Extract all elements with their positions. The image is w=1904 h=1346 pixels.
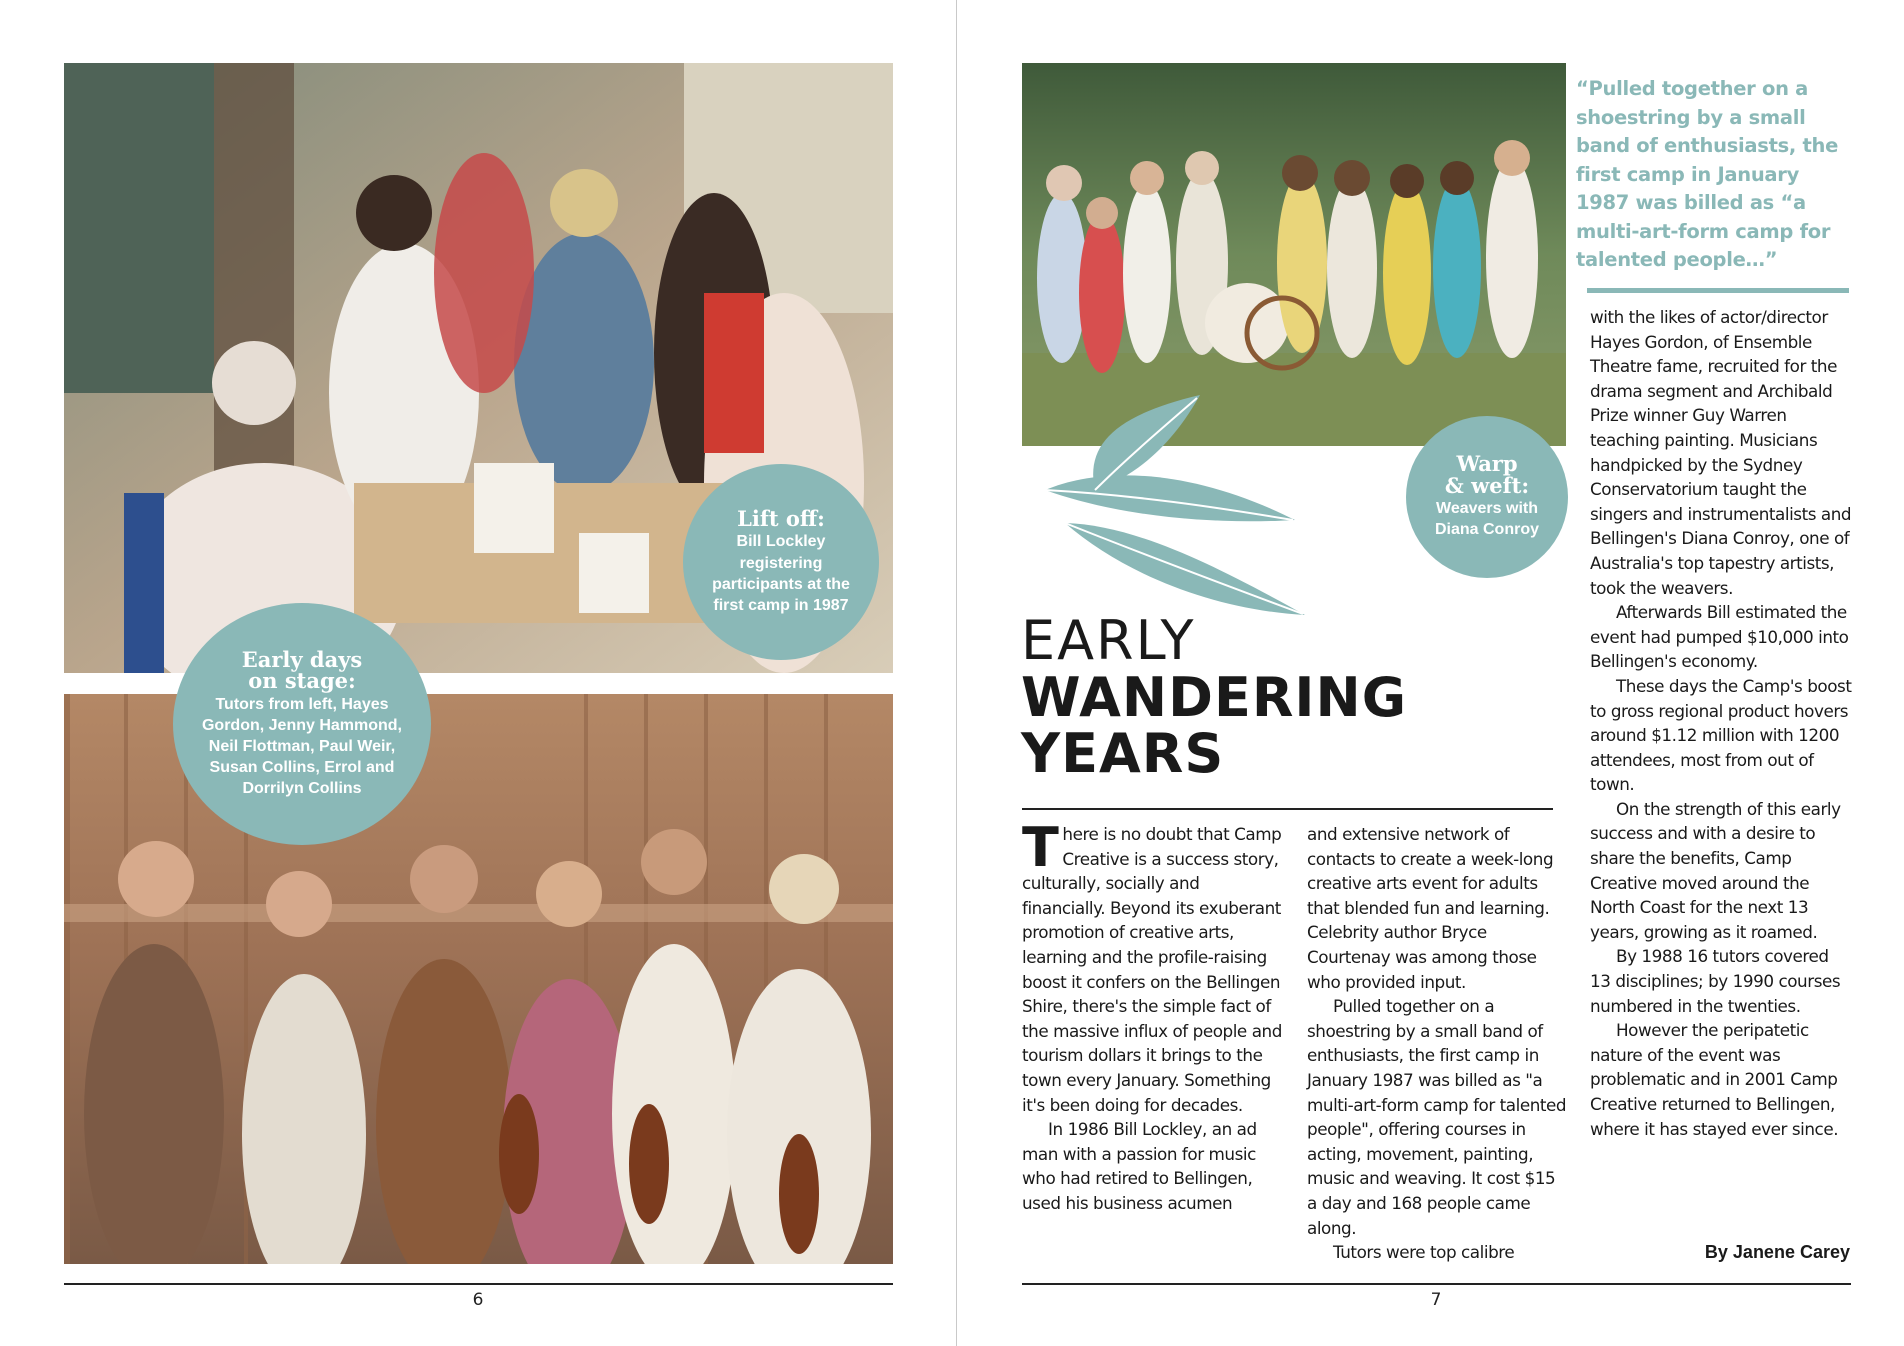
article-paragraph: These days the Camp's boost to gross regional product hovers around $1.12 million with 1200 attendees, most from out of town. — [1590, 675, 1852, 795]
article-paragraph: Afterwards Bill estimated the event had pumped $10,000 into Bellingen's economy. — [1590, 602, 1849, 672]
article-headline — [1021, 609, 1408, 785]
caption-liftoff-bubble — [683, 464, 879, 660]
article-paragraph: Tutors were top calibre — [1333, 1242, 1515, 1263]
pull-quote-rule — [1587, 288, 1849, 293]
headline-line-2: WANDERING — [1021, 666, 1408, 729]
drop-cap: T — [1022, 816, 1059, 879]
article-paragraph: However the peripatetic nature of the event was problematic and in 2001 Camp Creative returned to Bellingen, where it has stayed ever since. — [1590, 1020, 1839, 1139]
article-paragraph — [1022, 816, 1284, 1117]
article-paragraph: In 1986 Bill Lockley, an ad man with a passion for music who had retired to Bellingen, used his business acumen — [1022, 1119, 1257, 1213]
caption-liftoff-title: Lift off: — [737, 506, 825, 532]
caption-warp-title-1: Warp — [1456, 451, 1518, 477]
article-text: here is no doubt that Camp Creative is a success story, culturally, socially and financially. Beyond its exuberant promotion of creative arts, learning and the profile-raising boost it confers on the Bellingen Shire, there's the simple fact of the massive influx of people and tourism dollars it brings to the town every January. Something it's been doing for decades. — [1022, 824, 1282, 1115]
caption-warp-title-2: & weft: — [1444, 472, 1530, 498]
article-byline: By Janene Carey — [1704, 1242, 1850, 1262]
article-column-1 — [1022, 816, 1284, 1216]
caption-stage-title-2: on stage: — [248, 668, 356, 694]
caption-stage-bubble — [173, 603, 431, 845]
caption-warp-body: Weavers with Diana Conroy — [1434, 500, 1539, 539]
page-spine — [956, 0, 957, 1346]
page-number-right: 7 — [1430, 1290, 1442, 1310]
article-column-2 — [1307, 822, 1569, 1265]
article-paragraph: and extensive network of contacts to create a week-long creative arts event for adults that blended fun and learning. Celebrity author Bryce Courtenay was among those who provided input. — [1307, 824, 1554, 992]
article-paragraph: By 1988 16 tutors covered 13 disciplines; by 1990 courses numbered in the twenties. — [1590, 946, 1841, 1016]
caption-warp-bubble — [1406, 416, 1568, 578]
right-footer-rule — [1022, 1283, 1851, 1285]
caption-stage-title-1: Early days — [241, 646, 363, 672]
headline-line-3: YEARS — [1021, 722, 1225, 785]
left-footer-rule — [64, 1283, 893, 1285]
headline-line-1: EARLY — [1021, 609, 1196, 672]
caption-liftoff-body: Bill Lockley registering participants at the first camp in 1987 — [712, 533, 850, 614]
article-paragraph: with the likes of actor/director Hayes Gordon, of Ensemble Theatre fame, recruited for the drama segment and Archibald Prize winner Guy Warren teaching painting. Musicians handpicked by the Sydney Conservatorium taught the singers and instrumentalists and Bellingen's Diana Conroy, one of Australia's top tapestry artists, took the weavers. — [1590, 307, 1852, 598]
gum-leaf-graphic — [1025, 395, 1315, 620]
photo-weavers — [1022, 63, 1566, 446]
pull-quote: “Pulled together on a shoestring by a small band of enthusiasts, the first camp in January 1987 was billed as “a multi-art-form camp for talented people…” — [1576, 77, 1839, 271]
article-column-3 — [1590, 305, 1852, 1141]
article-paragraph: On the strength of this early success and with a desire to share the benefits, Camp Creative moved around the North Coast for the next 13 years, growing as it roamed. — [1590, 798, 1841, 942]
headline-rule — [1022, 808, 1553, 810]
page-number-left: 6 — [472, 1290, 484, 1310]
caption-stage-body: Tutors from left, Hayes Gordon, Jenny Hammond, Neil Flottman, Paul Weir, Susan Collins, Errol and Dorrilyn Collins — [201, 695, 402, 798]
article-paragraph: Pulled together on a shoestring by a small band of enthusiasts, the first camp in January 1987 was billed as "a multi-art-form camp for talented people", offering courses in acting, movement, painting, music and weaving. It cost $15 a day and 168 people came along. — [1307, 996, 1567, 1238]
